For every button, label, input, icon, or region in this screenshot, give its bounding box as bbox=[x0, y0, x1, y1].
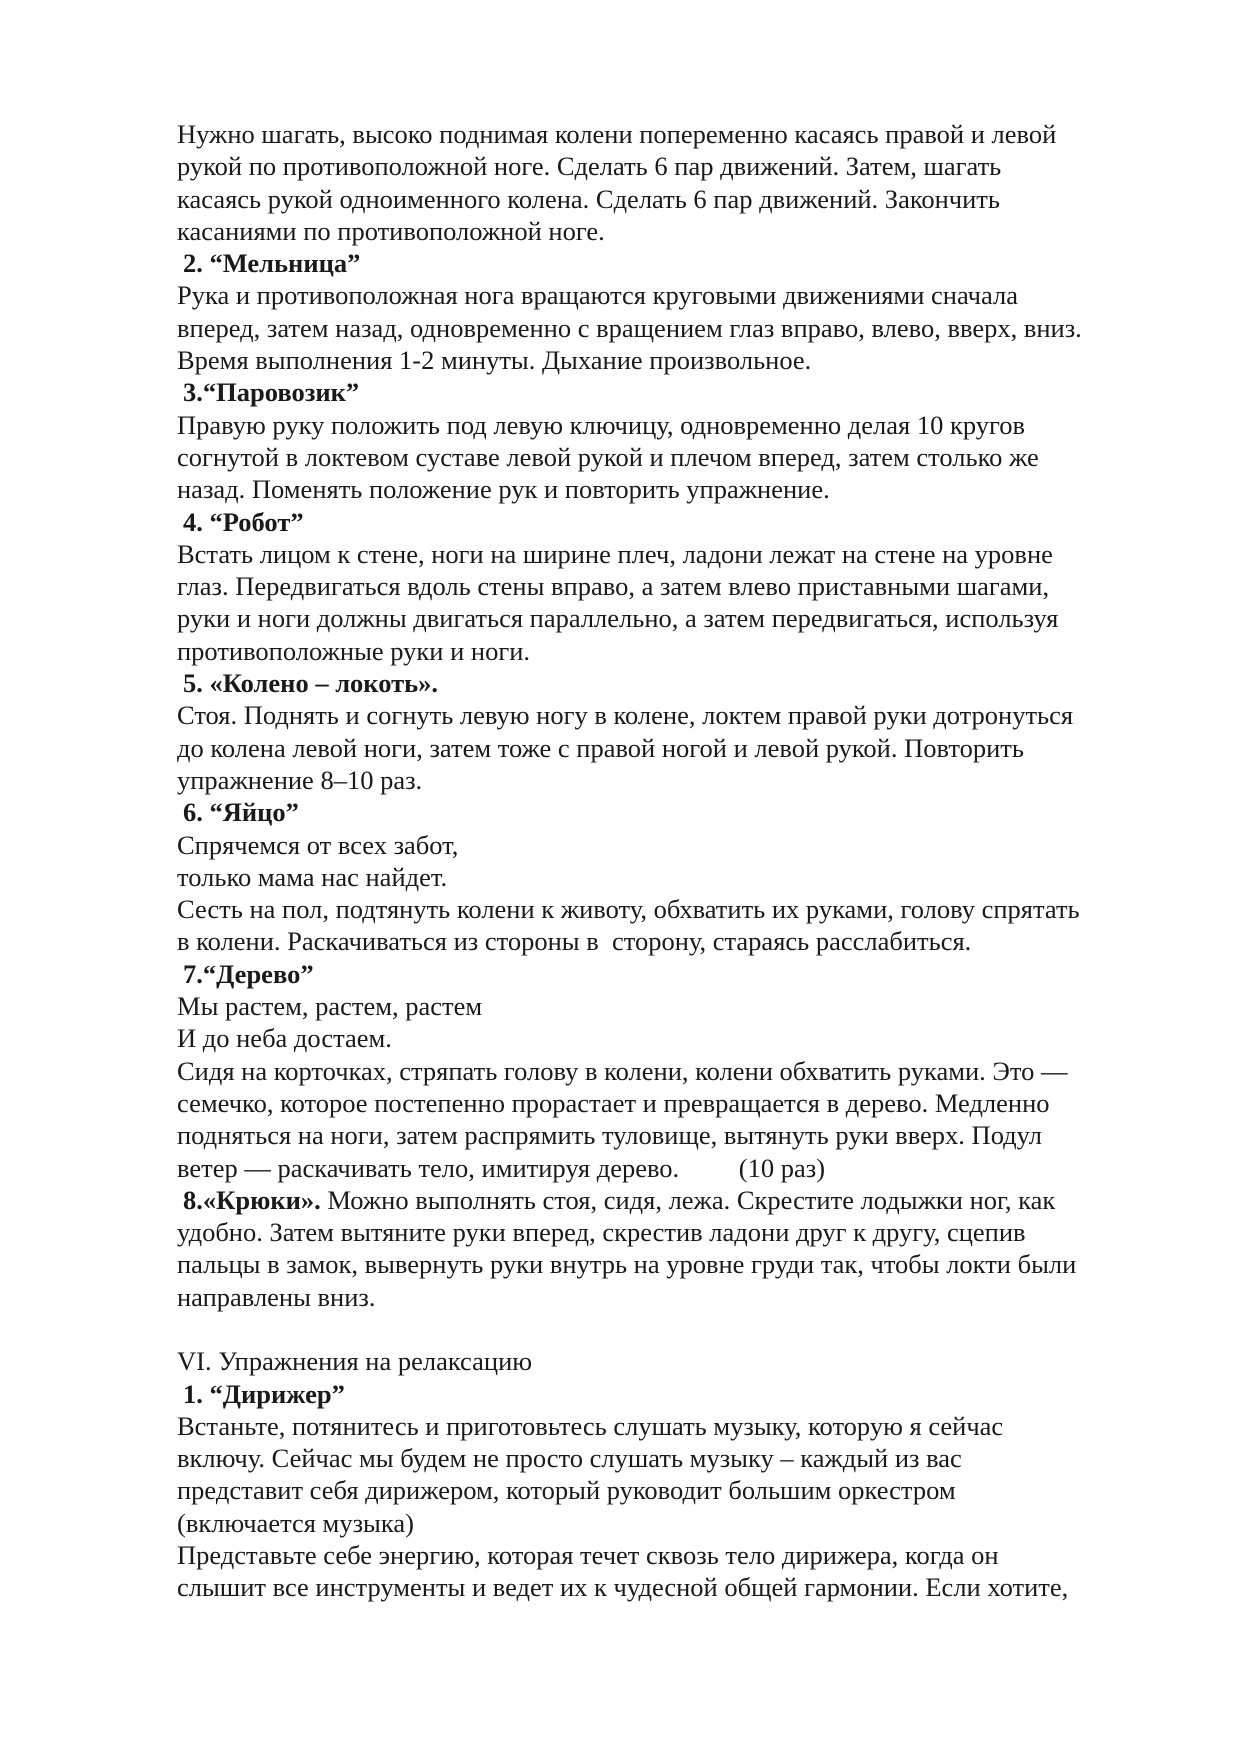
body-line: руки и ноги должны двигаться параллельно, а затем передвигаться, используя bbox=[177, 603, 1059, 634]
body-line: Нужно шагать, высоко поднимая колени попеременно касаясь правой и левой bbox=[177, 119, 1057, 149]
body-line: пальцы в замок, вывернуть руки внутрь на уровне груди так, чтобы локти были bbox=[177, 1249, 1077, 1280]
body-line: семечко, которое постепенно прорастает и превращается в дерево. Медленно bbox=[177, 1087, 1050, 1118]
body-line: (включается музыка) bbox=[177, 1507, 414, 1538]
document-page bbox=[177, 118, 1157, 1604]
body-line: подняться на ноги, затем распрямить туловище, вытянуть руки вверх. Подул bbox=[177, 1120, 1042, 1151]
body-line: включу. Сейчас мы будем не просто слушать музыку – каждый из вас bbox=[177, 1443, 962, 1474]
section-heading: 3.“Паровозик” bbox=[183, 377, 360, 408]
poem-line: Мы растем, растем, растем bbox=[177, 991, 483, 1022]
body-line: вперед, затем назад, одновременно с вращением глаз вправо, влево, вверх, вниз. bbox=[177, 312, 1082, 343]
body-line: представит себя дирижером, который руководит большим оркестром bbox=[177, 1475, 956, 1506]
section-heading: 7.“Дерево” bbox=[183, 958, 314, 989]
body-line: до колена левой ноги, затем тоже с правой ногой и левой рукой. Повторить bbox=[177, 732, 1024, 763]
chapter-heading: VI. Упражнения на релаксацию bbox=[177, 1346, 533, 1377]
body-line: Встаньте, потянитесь и приготовьтесь слушать музыку, которую я сейчас bbox=[177, 1410, 1004, 1441]
body-line: удобно. Затем вытяните руки вперед, скрестив ладони друг к другу, сцепив bbox=[177, 1217, 1026, 1248]
section-heading: 4. “Робот” bbox=[183, 506, 304, 537]
section-heading: 1. “Дирижер” bbox=[183, 1378, 345, 1409]
body-line: касаниями по противоположной ноге. bbox=[177, 215, 605, 246]
body-line: в колени. Раскачиваться из стороны в сторону, стараясь расслабиться. bbox=[177, 926, 972, 957]
body-line: ветер — раскачивать тело, имитируя дерево. (10 раз) bbox=[177, 1152, 826, 1183]
blank-line bbox=[177, 1313, 1157, 1345]
body-line: касаясь рукой одноименного колена. Сделать 6 пар движений. Закончить bbox=[177, 183, 1000, 214]
section-heading: 5. «Колено – локоть». bbox=[183, 668, 439, 699]
body-line: рукой по противоположной ноге. Сделать 6 пар движений. Затем, шагать bbox=[177, 151, 1002, 182]
body-line: Рука и противоположная нога вращаются круговыми движениями сначала bbox=[177, 280, 1018, 311]
poem-line: только мама нас найдет. bbox=[177, 861, 448, 892]
section-inline-text: Можно выполнять стоя, сидя, лежа. Скрестите лодыжки ног, как bbox=[320, 1184, 1056, 1215]
body-line: назад. Поменять положение рук и повторить упражнение. bbox=[177, 474, 830, 505]
body-line: согнутой в локтевом суставе левой рукой и плечом вперед, затем столько же bbox=[177, 441, 1039, 472]
body-line: противоположные руки и ноги. bbox=[177, 635, 531, 666]
body-line: слышит все инструменты и ведет их к чудесной общей гармонии. Если хотите, bbox=[177, 1572, 1069, 1603]
body-line: Стоя. Поднять и согнуть левую ногу в колене, локтем правой руки дотронуться bbox=[177, 700, 1074, 731]
body-line: Представьте себе энергию, которая течет сквозь тело дирижера, когда он bbox=[177, 1540, 999, 1571]
poem-line: И до неба достаем. bbox=[177, 1023, 392, 1054]
section-heading-inline: 8.«Крюки». bbox=[183, 1184, 321, 1215]
section-heading: 6. “Яйцо” bbox=[183, 797, 299, 828]
body-line: Сесть на пол, подтянуть колени к животу, обхватить их руками, голову спрятать bbox=[177, 894, 1080, 925]
body-line: глаз. Передвигаться вдоль стены вправо, а затем влево приставными шагами, bbox=[177, 571, 1050, 602]
section-line bbox=[177, 1184, 1157, 1216]
body-line: Встать лицом к стене, ноги на ширине плеч, ладони лежат на стене на уровне bbox=[177, 538, 1053, 569]
body-line: Сидя на корточках, стряпать голову в колени, колени обхватить руками. Это — bbox=[177, 1055, 1068, 1086]
poem-line: Спрячемся от всех забот, bbox=[177, 829, 459, 860]
section-heading: 2. “Мельница” bbox=[183, 248, 361, 279]
body-line: Время выполнения 1-2 минуты. Дыхание произвольное. bbox=[177, 345, 812, 376]
body-line: упражнение 8–10 раз. bbox=[177, 764, 423, 795]
body-line: направлены вниз. bbox=[177, 1281, 376, 1312]
body-line: Правую руку положить под левую ключицу, одновременно делая 10 кругов bbox=[177, 409, 1025, 440]
